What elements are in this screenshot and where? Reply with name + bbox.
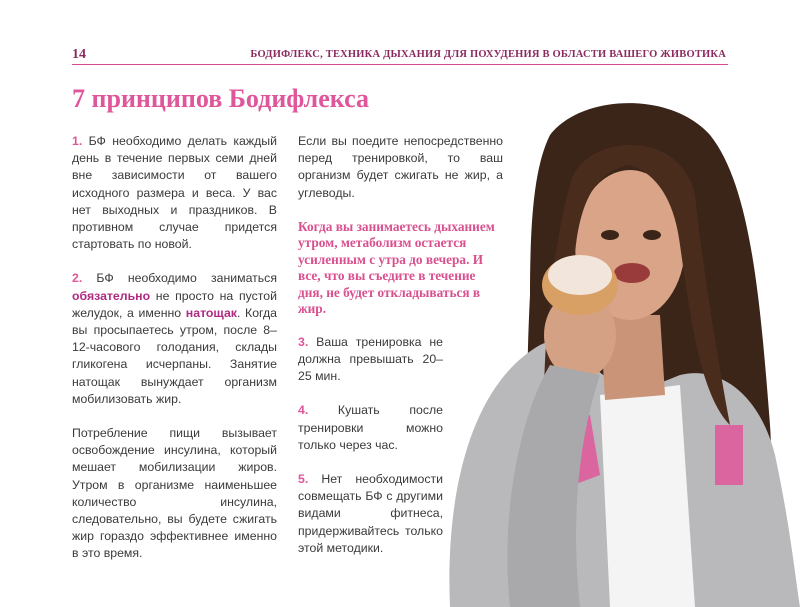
principle-number: 3. (298, 334, 309, 349)
principle-4 (298, 402, 443, 454)
page-number: 14 (72, 47, 86, 62)
hoodie-print (715, 425, 743, 485)
running-head: БОДИФЛЕКС, ТЕХНИКА ДЫХАНИЯ ДЛЯ ПОХУДЕНИЯ В ОБЛАСТИ ВАШЕГО ЖИВОТИКА (250, 49, 726, 60)
shirt (600, 385, 695, 607)
principle-text: БФ необходимо делать каждый день в течение первых семи дней вне зависимости от вашего исходного размера и веса. У вас нет выходных и праздников. В противном случае придется стартовать по новой. (72, 134, 277, 252)
donut-sugar (548, 255, 612, 295)
principle-3 (298, 334, 443, 386)
text-column-left (72, 133, 277, 580)
principle-text: Кушать после тренировки можно только через час. (298, 403, 443, 452)
principle-text: . Когда вы просыпаетесь утром, после 8–12-часового голодания, склады гликогена исчерпаны. Занятие натощак вынуждает организм мобилизовать жир. (72, 305, 277, 406)
principle-number: 4. (298, 403, 309, 418)
callout-quote: Когда вы занимаетесь дыханием утром, метаболизм остается усиленным с утра до вечера. И все, что вы съедите в течение дня, не будет откладываться в жир. (298, 218, 495, 317)
highlight-word: натощак (185, 305, 237, 320)
paragraph: Потребление пищи вызывает освобождение инсулина, который мешает мобилизации жиров. Утром в организме наименьшее количество инсулина, следовательно, вы будете сжигать жир гораздо эффективнее именно в это время. (72, 426, 277, 561)
mouth (614, 263, 650, 283)
principle-text: Ваша тренировка не должна превышать 20–25 мин. (298, 334, 443, 384)
paragraph: Если вы поедите непосредственно перед тренировкой, то ваш организм будет сжигать не жир, а углеводы. (298, 134, 503, 200)
principle-text: БФ необходимо заниматься (96, 271, 277, 286)
principle-number: 5. (298, 472, 309, 487)
principle-2 (72, 270, 277, 408)
principle-text: не просто на пустой желудок, а именно (72, 288, 277, 320)
principle-text: Нет необходимости совмещать БФ с другими видами фитнеса, придерживайтесь только этой методики. (298, 472, 443, 555)
principle-number: 2. (72, 271, 83, 286)
page-title: 7 принципов Бодифлекса (72, 84, 369, 113)
principle-number: 1. (72, 134, 83, 148)
header-rule (72, 64, 728, 65)
eye (643, 230, 661, 240)
highlight-word: обязательно (72, 288, 151, 303)
woman-eating-donut-photo (430, 95, 800, 607)
principle-1 (72, 133, 277, 253)
eye (601, 230, 619, 240)
principle-5 (298, 471, 443, 557)
